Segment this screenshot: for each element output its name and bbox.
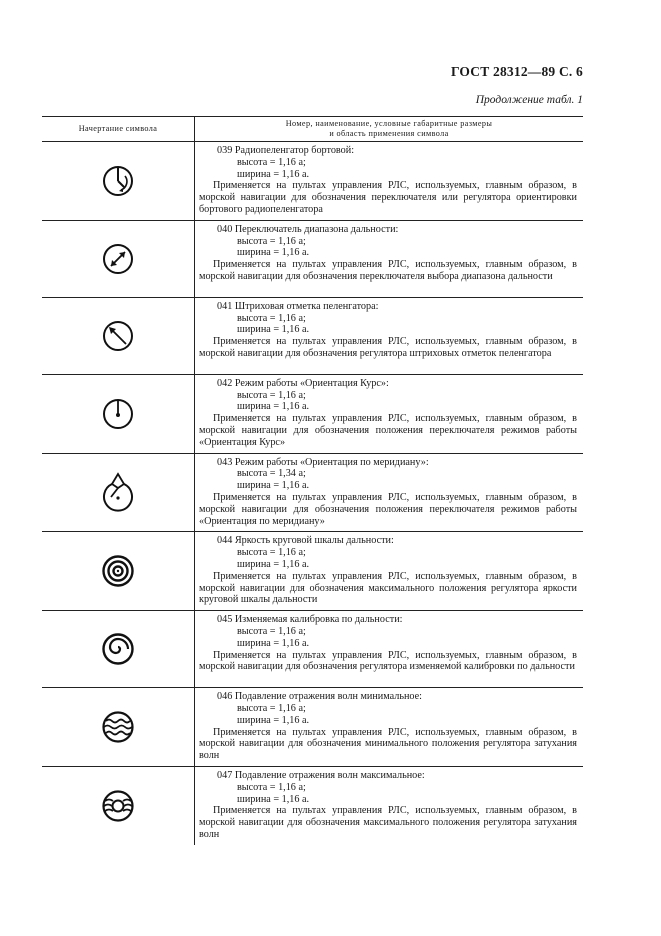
- symbol-description: Применяется на пультах управления РЛС, используемых, главным образом, в морской навигации для обозначения максимального положения регулятора затухания волн: [199, 805, 577, 840]
- symbol-width: ширина = 1,16 а.: [237, 324, 310, 336]
- bearing-cursor-icon: [101, 319, 135, 353]
- symbol-width: ширина = 1,16 а.: [237, 637, 310, 649]
- radio-direction-finder-icon: [101, 164, 135, 198]
- description-cell: [195, 374, 584, 453]
- symbol-cell: [42, 453, 195, 532]
- description-cell: [195, 142, 584, 221]
- table-row: [42, 220, 583, 297]
- symbol-title: 042 Режим работы «Ориентация Курс»:: [217, 377, 389, 389]
- symbol-width: ширина = 1,16 а.: [237, 168, 310, 180]
- symbol-height: высота = 1,16 а;: [237, 235, 306, 247]
- symbol-title: 047 Подавление отражения волн максимальное:: [217, 769, 425, 781]
- variable-range-spiral-icon: [101, 632, 135, 666]
- symbol-height: высота = 1,34 а;: [237, 468, 306, 480]
- description-cell: [195, 611, 584, 688]
- symbol-description: Применяется на пультах управления РЛС, используемых, главным образом, в морской навигации для обозначения регулятора штриховых отметок пеленгатора: [199, 336, 577, 359]
- table-header-row: [42, 117, 583, 142]
- symbol-height: высота = 1,16 а;: [237, 312, 306, 324]
- description-cell: [195, 766, 584, 844]
- description-cell: [195, 297, 584, 374]
- symbol-title: 040 Переключатель диапазона дальности:: [217, 223, 399, 235]
- symbol-description: Применяется на пультах управления РЛС, используемых, главным образом, в морской навигации для обозначения минимального положения регулятора затухания волн: [199, 726, 577, 762]
- symbol-title: 043 Режим работы «Ориентация по меридиану»:: [217, 456, 429, 468]
- symbol-title: 044 Яркость круговой шкалы дальности:: [217, 535, 394, 547]
- table-row: [42, 532, 583, 611]
- symbol-height: высота = 1,16 а;: [237, 547, 306, 559]
- symbol-description: Применяется на пультах управления РЛС, используемых, главным образом, в морской навигации для обозначения положения переключателя режимов работы «Ориентация по меридиану»: [199, 491, 577, 527]
- table-row: [42, 453, 583, 532]
- table-row: [42, 766, 583, 844]
- symbol-width: ширина = 1,16 а.: [237, 714, 310, 726]
- symbol-title: 046 Подавление отражения волн минимальное:: [217, 691, 422, 703]
- range-rings-brightness-icon: [101, 554, 135, 588]
- description-cell: [195, 453, 584, 532]
- symbol-height: высота = 1,16 а;: [237, 625, 306, 637]
- symbol-cell: [42, 142, 195, 221]
- symbol-height: высота = 1,16 а;: [237, 389, 306, 401]
- symbol-description: Применяется на пультах управления РЛС, используемых, главным образом, в морской навигации для обозначения максимального положения регулятора яркости круговой шкалы дальности: [199, 570, 577, 606]
- symbol-cell: [42, 766, 195, 844]
- symbol-height: высота = 1,16 а;: [237, 156, 306, 168]
- symbol-cell: [42, 611, 195, 688]
- symbol-cell: [42, 688, 195, 767]
- symbol-description: Применяется на пультах управления РЛС, используемых, главным образом, в морской навигации для обозначения положения переключателя режимов работы «Ориентация Курс»: [199, 413, 577, 448]
- symbol-height: высота = 1,16 а;: [237, 702, 306, 714]
- column-header-description: [195, 117, 584, 142]
- table-row: [42, 374, 583, 453]
- symbol-width: ширина = 1,16 а.: [237, 401, 310, 413]
- page-header: ГОСТ 28312—89 С. 6: [450, 64, 583, 79]
- table-continuation-label: Продолжение табл. 1: [475, 94, 583, 106]
- symbol-cell: [42, 297, 195, 374]
- range-switch-icon: [101, 242, 135, 276]
- table-row: [42, 142, 583, 221]
- symbols-table: [42, 116, 583, 845]
- symbol-cell: [42, 220, 195, 297]
- symbol-width: ширина = 1,16 а.: [237, 247, 310, 259]
- column-header-symbol: Начертание символа: [42, 117, 195, 142]
- symbol-cell: [42, 532, 195, 611]
- symbol-width: ширина = 1,16 а.: [237, 480, 310, 492]
- symbol-title: 041 Штриховая отметка пеленгатора:: [217, 300, 379, 312]
- sea-clutter-min-icon: [100, 710, 136, 744]
- symbol-width: ширина = 1,16 а.: [237, 558, 310, 570]
- symbol-title: 039 Радиопеленгатор бортовой:: [217, 145, 355, 156]
- symbol-description: Применяется на пультах управления РЛС, используемых, главным образом, в морской навигации для обозначения переключателя выбора диапазона дальности: [199, 259, 577, 282]
- north-up-icon: [99, 472, 137, 512]
- symbol-width: ширина = 1,16 а.: [237, 793, 310, 805]
- column-header-line1: Номер, наименование, условные габаритные размеры: [285, 119, 493, 128]
- description-cell: [195, 532, 584, 611]
- course-up-icon: [101, 397, 135, 431]
- description-cell: [195, 220, 584, 297]
- table-row: [42, 297, 583, 374]
- symbol-height: высота = 1,16 а;: [237, 781, 306, 793]
- table-row: [42, 611, 583, 688]
- symbol-title: 045 Изменяемая калибровка по дальности:: [217, 614, 403, 626]
- symbol-description: Применяется на пультах управления РЛС, используемых, главным образом, в морской навигации для обозначения переключателя или регулятора ориентировки бортового радиопеленгатора: [199, 180, 577, 215]
- column-header-line2: и область применения символа: [329, 129, 449, 138]
- table-row: [42, 688, 583, 767]
- sea-clutter-max-icon: [100, 789, 136, 823]
- symbol-cell: [42, 374, 195, 453]
- symbol-description: Применяется на пультах управления РЛС, используемых, главным образом, в морской навигации для обозначения регулятора изменяемой калибровки по дальности: [199, 649, 577, 673]
- description-cell: [195, 688, 584, 767]
